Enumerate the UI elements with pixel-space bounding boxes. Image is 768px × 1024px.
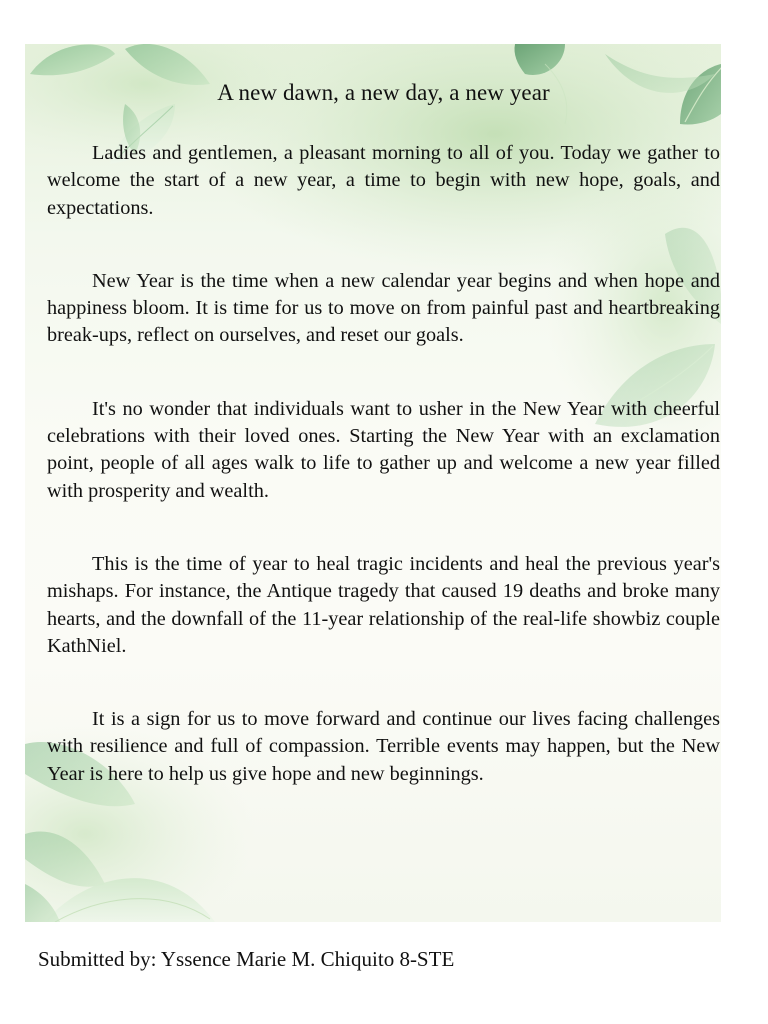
submitted-by-line: Submitted by: Yssence Marie M. Chiquito 8-STE [38,947,455,971]
paragraph-5: It is a sign for us to move forward and continue our lives facing challenges with resilience and full of compassion. Terrible events may happen, but the New Year is here to help us give hope and new beginnings. [47,708,720,785]
paragraph-2: New Year is the time when a new calendar year begins and when hope and happiness bloom. It is time for us to move on from painful past and heartbreaking break-ups, reflect on ourselves, and reset our goals. [47,269,720,347]
document-content [47,78,720,834]
paragraph-1: Ladies and gentlemen, a pleasant morning to all of you. Today we gather to welcome the start of a new year, a time to begin with new hope, goals, and expectations. [47,142,720,219]
paragraph-4: This is the time of year to heal tragic incidents and heal the previous year's mishaps. For instance, the Antique tragedy that caused 19 deaths and broke many hearts, and the downfall of the 11-year relationship of the real-life showbiz couple KathNiel. [47,552,720,657]
paragraph-3: It's no wonder that individuals want to usher in the New Year with cheerful celebrations with their loved ones. Starting the New Year with an exclamation point, people of all ages walk to life to gather up and welcome a new year filled with prosperity and wealth. [47,397,720,502]
document-page [25,44,721,922]
document-title: A new dawn, a new day, a new year [217,80,550,105]
